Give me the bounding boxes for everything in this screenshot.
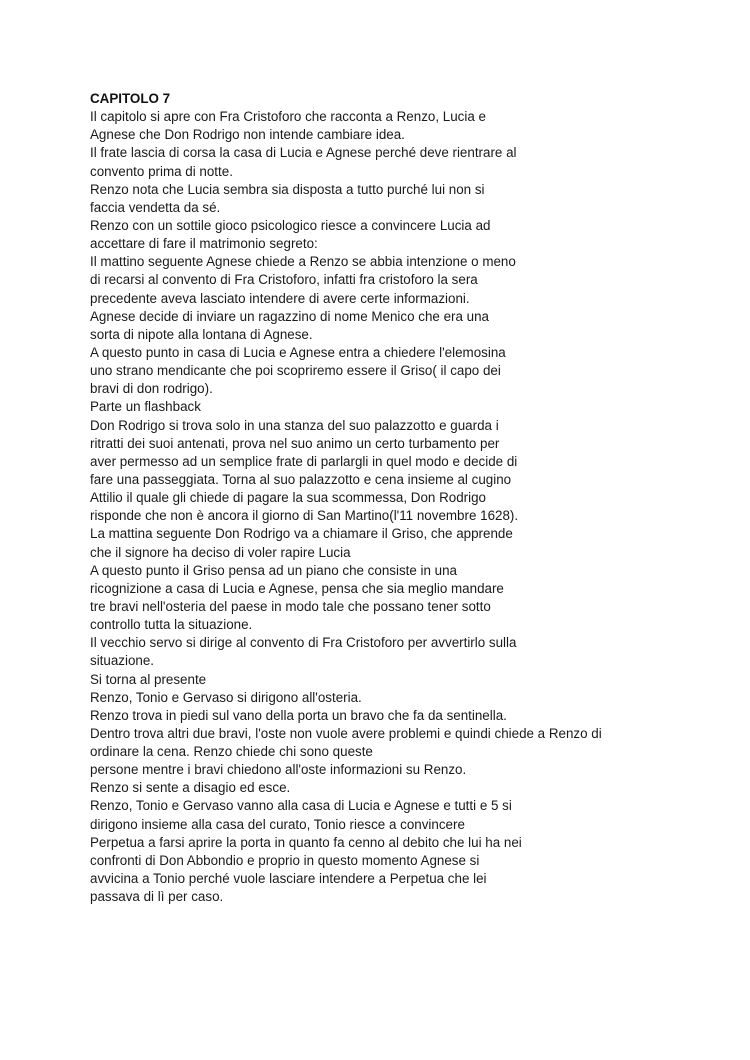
- text-line: aver permesso ad un semplice frate di parlargli in quel modo e decide di: [90, 453, 518, 469]
- text-line: Dentro trova altri due bravi, l'oste non vuole avere problemi e quindi chiede a Renzo di: [90, 725, 602, 741]
- text-line: ordinare la cena. Renzo chiede chi sono queste: [90, 744, 373, 760]
- text-line: Renzo con un sottile gioco psicologico riesce a convincere Lucia ad: [90, 217, 491, 233]
- text-line: sorta di nipote alla lontana di Agnese.: [90, 326, 313, 342]
- text-line: Renzo, Tonio e Gervaso vanno alla casa di Lucia e Agnese e tutti e 5 si: [90, 798, 512, 814]
- text-line: Don Rodrigo si trova solo in una stanza del suo palazzotto e guarda i: [90, 417, 499, 433]
- text-line: Il mattino seguente Agnese chiede a Renzo se abbia intenzione o meno: [90, 254, 516, 270]
- text-line: risponde che non è ancora il giorno di San Martino(l'11 novembre 1628).: [90, 508, 519, 524]
- text-line: situazione.: [90, 653, 155, 669]
- text-line: accettare di fare il matrimonio segreto:: [90, 236, 318, 252]
- text-line: Renzo si sente a disagio ed esce.: [90, 780, 291, 796]
- text-line: La mattina seguente Don Rodrigo va a chiamare il Griso, che apprende: [90, 526, 513, 542]
- text-line: passava di lì per caso.: [90, 889, 224, 905]
- text-line: che il signore ha deciso di voler rapire Lucia: [90, 544, 351, 560]
- text-line: bravi di don rodrigo).: [90, 381, 213, 397]
- text-line: A questo punto in casa di Lucia e Agnese entra a chiedere l'elemosina: [90, 344, 506, 360]
- text-line: faccia vendetta da sé.: [90, 199, 221, 215]
- text-line: convento prima di notte.: [90, 163, 233, 179]
- text-line: Si torna al presente: [90, 671, 207, 687]
- document-body: [90, 90, 730, 906]
- text-line: ricognizione a casa di Lucia e Agnese, pensa che sia meglio mandare: [90, 580, 504, 596]
- text-line: Il vecchio servo si dirige al convento di Fra Cristoforo per avvertirlo sulla: [90, 635, 517, 651]
- text-line: tre bravi nell'osteria del paese in modo tale che possano tener sotto: [90, 598, 491, 614]
- text-line: ritratti dei suoi antenati, prova nel suo animo un certo turbamento per: [90, 435, 500, 451]
- text-line: fare una passeggiata. Torna al suo palazzotto e cena insieme al cugino: [90, 471, 512, 487]
- text-line: Attilio il quale gli chiede di pagare la sua scommessa, Don Rodrigo: [90, 490, 486, 506]
- text-line: avvicina a Tonio perché vuole lasciare intendere a Perpetua che lei: [90, 871, 487, 887]
- text-line: controllo tutta la situazione.: [90, 617, 253, 633]
- text-line: Il capitolo si apre con Fra Cristoforo che racconta a Renzo, Lucia e: [90, 109, 486, 125]
- text-line: uno strano mendicante che poi scopriremo essere il Griso( il capo dei: [90, 363, 501, 379]
- text-line: di recarsi al convento di Fra Cristoforo, infatti fra cristoforo la sera: [90, 272, 478, 288]
- text-line: precedente aveva lasciato intendere di avere certe informazioni.: [90, 290, 470, 306]
- text-line: Agnese che Don Rodrigo non intende cambiare idea.: [90, 127, 405, 143]
- text-line: Il frate lascia di corsa la casa di Lucia e Agnese perché deve rientrare al: [90, 145, 517, 161]
- text-line: Renzo nota che Lucia sembra sia disposta a tutto purché lui non si: [90, 181, 485, 197]
- text-line: dirigono insieme alla casa del curato, Tonio riesce a convincere: [90, 816, 465, 832]
- text-line: confronti di Don Abbondio e proprio in questo momento Agnese si: [90, 852, 480, 868]
- text-line: persone mentre i bravi chiedono all'oste informazioni su Renzo.: [90, 762, 467, 778]
- chapter-title: CAPITOLO 7: [90, 91, 171, 106]
- text-line: Renzo, Tonio e Gervaso si dirigono all'osteria.: [90, 689, 362, 705]
- text-line: Perpetua a farsi aprire la porta in quanto fa cenno al debito che lui ha nei: [90, 834, 522, 850]
- text-line: A questo punto il Griso pensa ad un piano che consiste in una: [90, 562, 458, 578]
- text-line: Renzo trova in piedi sul vano della porta un bravo che fa da sentinella.: [90, 707, 507, 723]
- text-line: Agnese decide di inviare un ragazzino di nome Menico che era una: [90, 308, 489, 324]
- text-line: Parte un flashback: [90, 399, 201, 415]
